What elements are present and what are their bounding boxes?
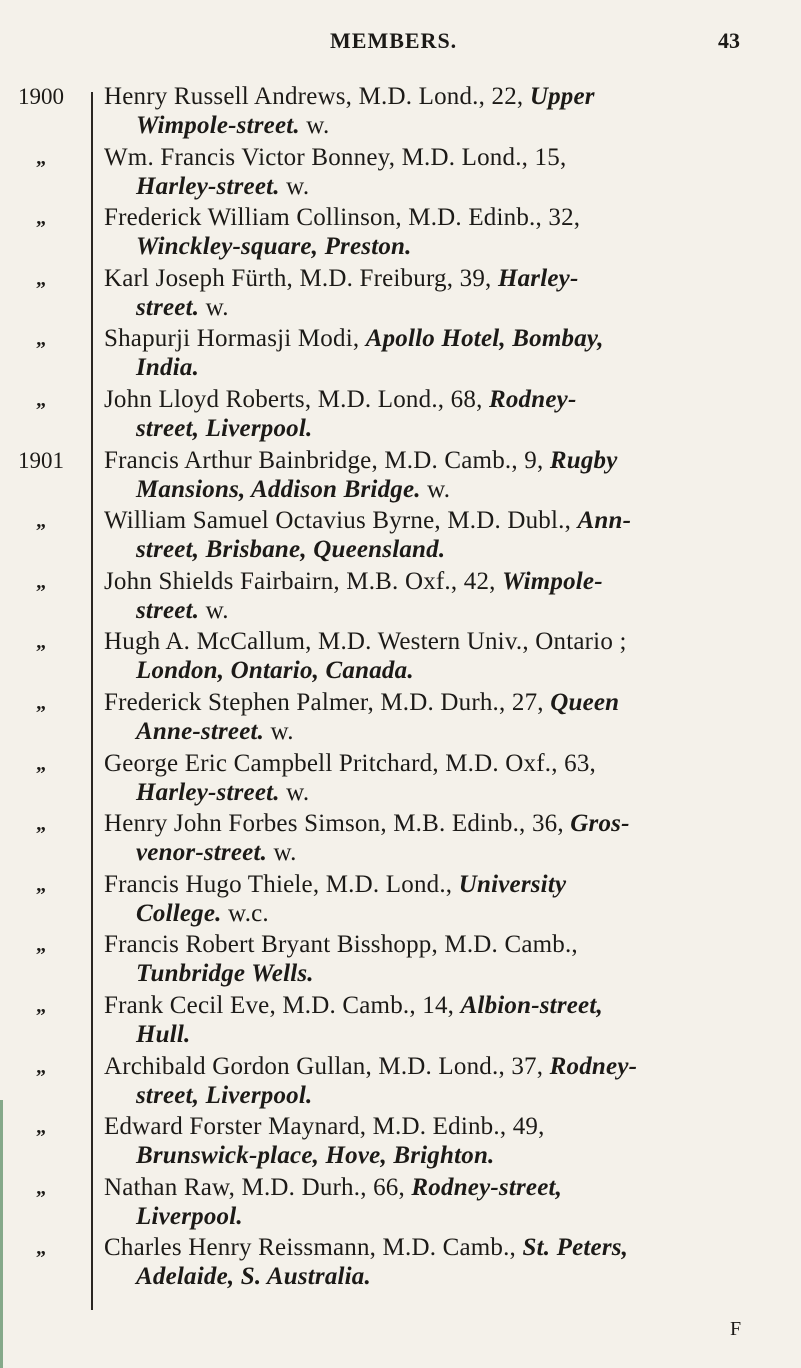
list-item xyxy=(0,567,801,628)
election-year: „ xyxy=(36,752,46,775)
member-name-line xyxy=(104,1052,794,1081)
election-year: „ xyxy=(36,813,46,836)
list-item xyxy=(0,809,801,870)
district-code: w. xyxy=(420,475,451,503)
list-item xyxy=(0,506,801,567)
address-line xyxy=(104,959,794,988)
list-item xyxy=(0,264,801,325)
district-code: w. xyxy=(279,778,310,806)
member-entry xyxy=(104,324,794,382)
address-start: Ann- xyxy=(577,507,632,535)
address-text: Hull. xyxy=(136,1020,191,1048)
address-text: street. xyxy=(136,293,200,321)
member-name-line xyxy=(104,1173,794,1202)
address-text: Winckley-square, Preston. xyxy=(136,233,412,261)
member-name: Hugh A. McCallum, M.D. Western Univ., Ontario ; xyxy=(104,628,627,656)
member-name: Frederick William Collinson, M.D. Edinb., 32, xyxy=(104,204,581,232)
address-text: street, Liverpool. xyxy=(136,414,313,442)
list-item xyxy=(0,688,801,749)
member-entry xyxy=(104,991,794,1049)
address-line xyxy=(104,656,794,685)
member-name-line xyxy=(104,567,794,596)
address-start: Harley- xyxy=(497,264,579,292)
address-line xyxy=(104,778,794,807)
member-name: Shapurji Hormasji Modi, xyxy=(104,325,366,353)
district-code: w. xyxy=(267,839,297,867)
address-line xyxy=(104,414,794,443)
member-name: Henry Russell Andrews, M.D. Lond., 22, xyxy=(104,83,530,110)
election-year: „ xyxy=(36,207,46,230)
election-year: „ xyxy=(36,388,46,411)
member-name: Francis Arthur Bainbridge, M.D. Camb., 9, xyxy=(104,446,550,474)
member-entry xyxy=(104,385,794,443)
list-item xyxy=(0,627,801,688)
address-start: Upper xyxy=(529,83,595,110)
address-start: St. Peters, xyxy=(522,1234,629,1262)
address-start: Queen xyxy=(550,688,620,716)
member-entry xyxy=(104,264,794,322)
member-name: George Eric Campbell Pritchard, M.D. Oxf., 63, xyxy=(104,749,596,777)
member-name-line xyxy=(104,930,794,959)
member-name-line xyxy=(104,627,794,656)
member-entry xyxy=(104,1173,794,1231)
address-text: Harley-street. xyxy=(136,172,280,200)
address-line xyxy=(104,1081,794,1110)
member-name-line xyxy=(104,870,794,899)
page-title: MEMBERS. xyxy=(330,28,458,53)
list-item xyxy=(0,385,801,446)
list-item xyxy=(0,324,801,385)
address-line xyxy=(104,172,794,201)
election-year: „ xyxy=(36,1116,46,1139)
member-entry xyxy=(104,688,794,746)
member-entry xyxy=(104,1233,794,1291)
list-item xyxy=(0,1052,801,1113)
address-text: Wimpole-street. xyxy=(136,112,300,139)
address-text: street, Brisbane, Queensland. xyxy=(136,536,446,564)
election-year: „ xyxy=(36,1055,46,1078)
member-name: Frank Cecil Eve, M.D. Camb., 14, xyxy=(104,991,461,1019)
election-year: „ xyxy=(36,873,46,896)
member-name-line xyxy=(104,688,794,717)
member-name-line xyxy=(104,446,794,475)
member-name: Henry John Forbes Simson, M.B. Edinb., 36, xyxy=(104,810,571,838)
address-line xyxy=(104,475,794,504)
election-year: „ xyxy=(36,267,46,290)
address-start: Gros- xyxy=(570,810,630,838)
member-entry xyxy=(104,82,794,140)
member-name-line xyxy=(104,143,794,172)
member-name: Edward Forster Maynard, M.D. Edinb., 49, xyxy=(104,1113,545,1141)
address-line xyxy=(104,899,794,928)
district-code: w. xyxy=(199,293,229,321)
district-code: w.c. xyxy=(221,899,269,927)
address-line xyxy=(104,232,794,261)
election-year: 1901 xyxy=(18,447,64,473)
election-year: „ xyxy=(36,934,46,957)
member-name: Nathan Raw, M.D. Durh., 66, xyxy=(104,1173,412,1201)
member-entry xyxy=(104,870,794,928)
address-line xyxy=(104,353,794,382)
address-start: Albion-street, xyxy=(460,991,603,1019)
member-entry xyxy=(104,143,794,201)
page-number: 43 xyxy=(718,28,740,53)
member-name: Karl Joseph Fürth, M.D. Freiburg, 39, xyxy=(104,264,498,292)
member-name-line xyxy=(104,749,794,778)
election-year: „ xyxy=(36,570,46,593)
member-entry xyxy=(104,1112,794,1170)
member-entry xyxy=(104,567,794,625)
address-start: Rodney-street, xyxy=(411,1173,563,1201)
election-year: „ xyxy=(36,631,46,654)
address-start: University xyxy=(458,870,567,898)
member-entry xyxy=(104,627,794,685)
district-code: w. xyxy=(264,717,294,745)
list-item xyxy=(0,1173,801,1234)
member-name-line xyxy=(104,506,794,535)
address-start: Rodney- xyxy=(549,1052,638,1080)
address-text: Adelaide, S. Australia. xyxy=(136,1263,371,1291)
member-name: John Lloyd Roberts, M.D. Lond., 68, xyxy=(104,385,489,413)
address-text: Tunbridge Wells. xyxy=(136,960,314,988)
member-name-line xyxy=(104,991,794,1020)
member-entry xyxy=(104,930,794,988)
election-year: „ xyxy=(36,1237,46,1260)
address-text: College. xyxy=(136,899,222,927)
address-line xyxy=(104,1141,794,1170)
list-item xyxy=(0,1112,801,1173)
address-start: Wimpole- xyxy=(502,567,603,595)
member-entry xyxy=(104,809,794,867)
address-text: street, Liverpool. xyxy=(136,1081,313,1109)
address-line xyxy=(104,596,794,625)
address-text: London, Ontario, Canada. xyxy=(136,657,414,685)
member-entry xyxy=(104,446,794,504)
list-item xyxy=(0,446,801,507)
address-start: Rugby xyxy=(549,446,618,474)
member-name: William Samuel Octavius Byrne, M.D. Dubl., xyxy=(104,507,578,535)
member-entry xyxy=(104,749,794,807)
list-item xyxy=(0,991,801,1052)
election-year: „ xyxy=(36,510,46,533)
member-name: Frederick Stephen Palmer, M.D. Durh., 27, xyxy=(104,688,551,716)
member-name-line xyxy=(104,264,794,293)
election-year: „ xyxy=(36,994,46,1017)
member-name-line xyxy=(104,324,794,353)
district-code: w. xyxy=(279,172,310,200)
member-name: Archibald Gordon Gullan, M.D. Lond., 37, xyxy=(104,1052,550,1080)
member-name: John Shields Fairbairn, M.B. Oxf., 42, xyxy=(104,567,503,595)
address-line xyxy=(104,838,794,867)
address-text: Mansions, Addison Bridge. xyxy=(136,475,421,503)
address-start: Apollo Hotel, Bombay, xyxy=(365,325,604,353)
address-line xyxy=(104,1020,794,1049)
district-code: w. xyxy=(299,112,330,139)
member-name: Francis Robert Bryant Bisshopp, M.D. Camb., xyxy=(104,931,578,959)
election-year: 1900 xyxy=(18,84,64,109)
address-text: Harley-street. xyxy=(136,778,280,806)
member-entry xyxy=(104,506,794,564)
address-line xyxy=(104,1262,794,1291)
list-item xyxy=(0,143,801,204)
address-text: Brunswick-place, Hove, Brighton. xyxy=(136,1142,495,1170)
address-line xyxy=(104,535,794,564)
list-item xyxy=(0,1233,801,1294)
district-code: w. xyxy=(199,596,229,624)
address-line xyxy=(104,717,794,746)
list-item xyxy=(0,82,801,143)
member-entry xyxy=(104,203,794,261)
address-text: Anne-street. xyxy=(136,717,265,745)
member-name-line xyxy=(104,1233,794,1262)
address-text: Liverpool. xyxy=(136,1202,243,1230)
address-line xyxy=(104,293,794,322)
member-name: Charles Henry Reissmann, M.D. Camb., xyxy=(104,1234,523,1262)
member-name-line xyxy=(104,82,794,111)
list-item xyxy=(0,870,801,931)
member-name: Francis Hugo Thiele, M.D. Lond., xyxy=(104,870,459,898)
election-year: „ xyxy=(36,1176,46,1199)
address-text: venor-street. xyxy=(136,839,268,867)
address-line xyxy=(104,111,794,140)
member-name-line xyxy=(104,809,794,838)
list-item xyxy=(0,930,801,991)
member-entry xyxy=(104,1052,794,1110)
election-year: „ xyxy=(36,146,46,169)
address-start: Rodney- xyxy=(488,385,577,413)
member-name-line xyxy=(104,203,794,232)
signature-mark: F xyxy=(730,1318,742,1340)
list-item xyxy=(0,203,801,264)
address-line xyxy=(104,1202,794,1231)
election-year: „ xyxy=(36,691,46,714)
member-name-line xyxy=(104,385,794,414)
member-name: Wm. Francis Victor Bonney, M.D. Lond., 15, xyxy=(104,143,567,171)
address-text: India. xyxy=(136,354,200,382)
member-list xyxy=(0,82,801,1294)
address-text: street. xyxy=(136,596,200,624)
list-item xyxy=(0,749,801,810)
member-name-line xyxy=(104,1112,794,1141)
election-year: „ xyxy=(36,328,46,351)
